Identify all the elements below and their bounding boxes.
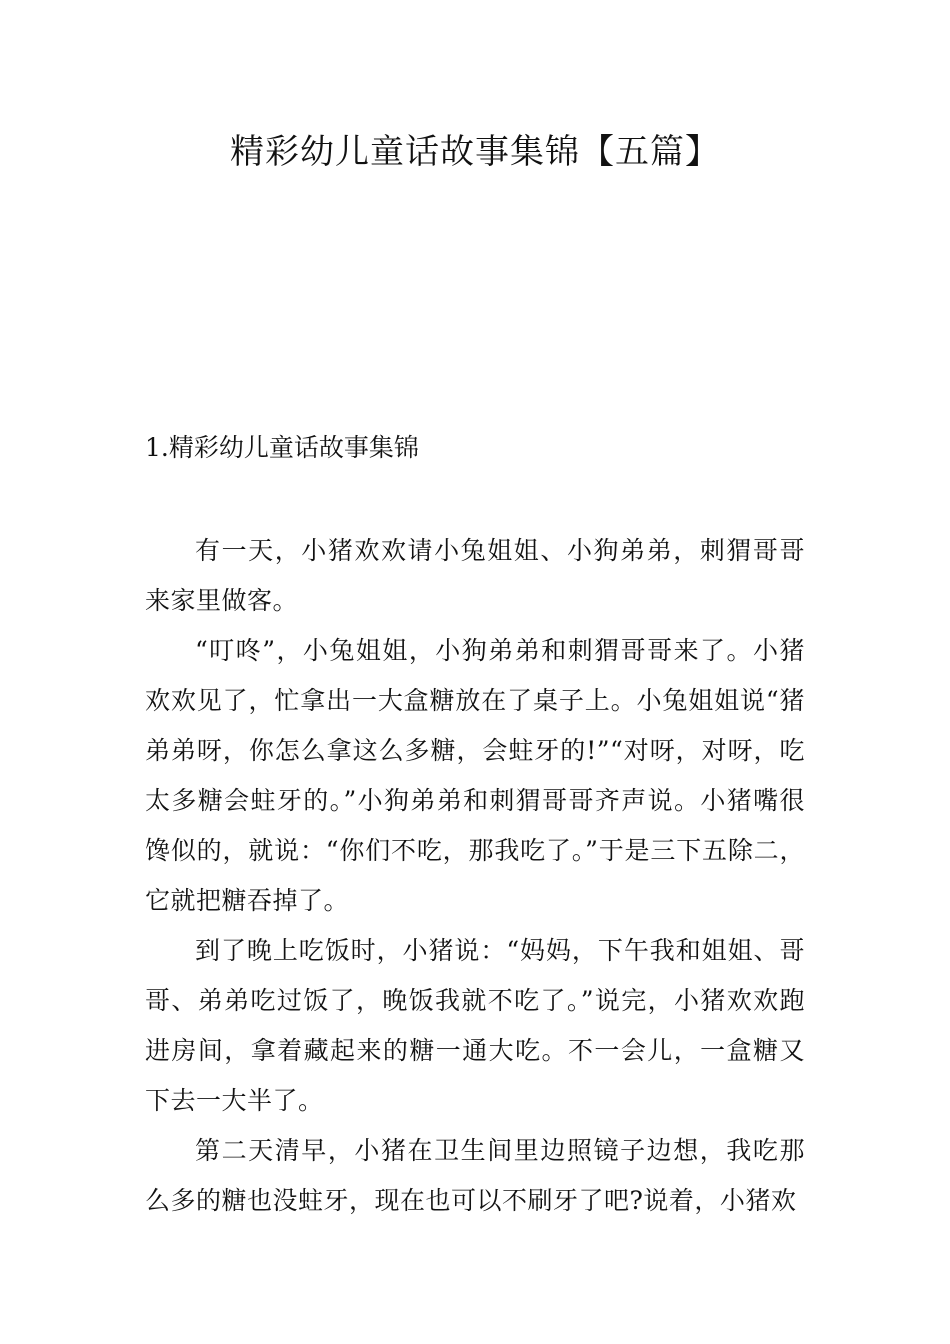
paragraph: 到了晚上吃饭时，小猪说：“妈妈，下午我和姐姐、哥哥、弟弟吃过饭了，晚饭我就不吃了。”说完，小猪欢欢跑进房间，拿着藏起来的糖一通大吃。不一会儿，一盒糖又下去一大半了。 [145, 936, 805, 1115]
paragraph: 有一天，小猪欢欢请小兔姐姐、小狗弟弟，刺猬哥哥来家里做客。 [145, 536, 805, 615]
paragraph: “叮咚”，小兔姐姐，小狗弟弟和刺猬哥哥来了。小猪欢欢见了，忙拿出一大盒糖放在了桌子上。小兔姐姐说“猪弟弟呀，你怎么拿这么多糖，会蛀牙的!”“对呀，对呀，吃太多糖会蛀牙的。”小狗弟弟和刺猬哥哥齐声说。小猪嘴很馋似的，就说：“你们不吃，那我吃了。”于是三下五除二，它就把糖吞掉了。 [145, 636, 805, 915]
paragraph: 第二天清早，小猪在卫生间里边照镜子边想，我吃那么多的糖也没蛀牙，现在也可以不刷牙了吧?说着，小猪欢 [145, 1136, 805, 1215]
story-body [145, 526, 805, 1226]
document-title: 精彩幼儿童话故事集锦【五篇】 [230, 132, 720, 172]
section-heading: 1.精彩幼儿童话故事集锦 [145, 433, 419, 462]
